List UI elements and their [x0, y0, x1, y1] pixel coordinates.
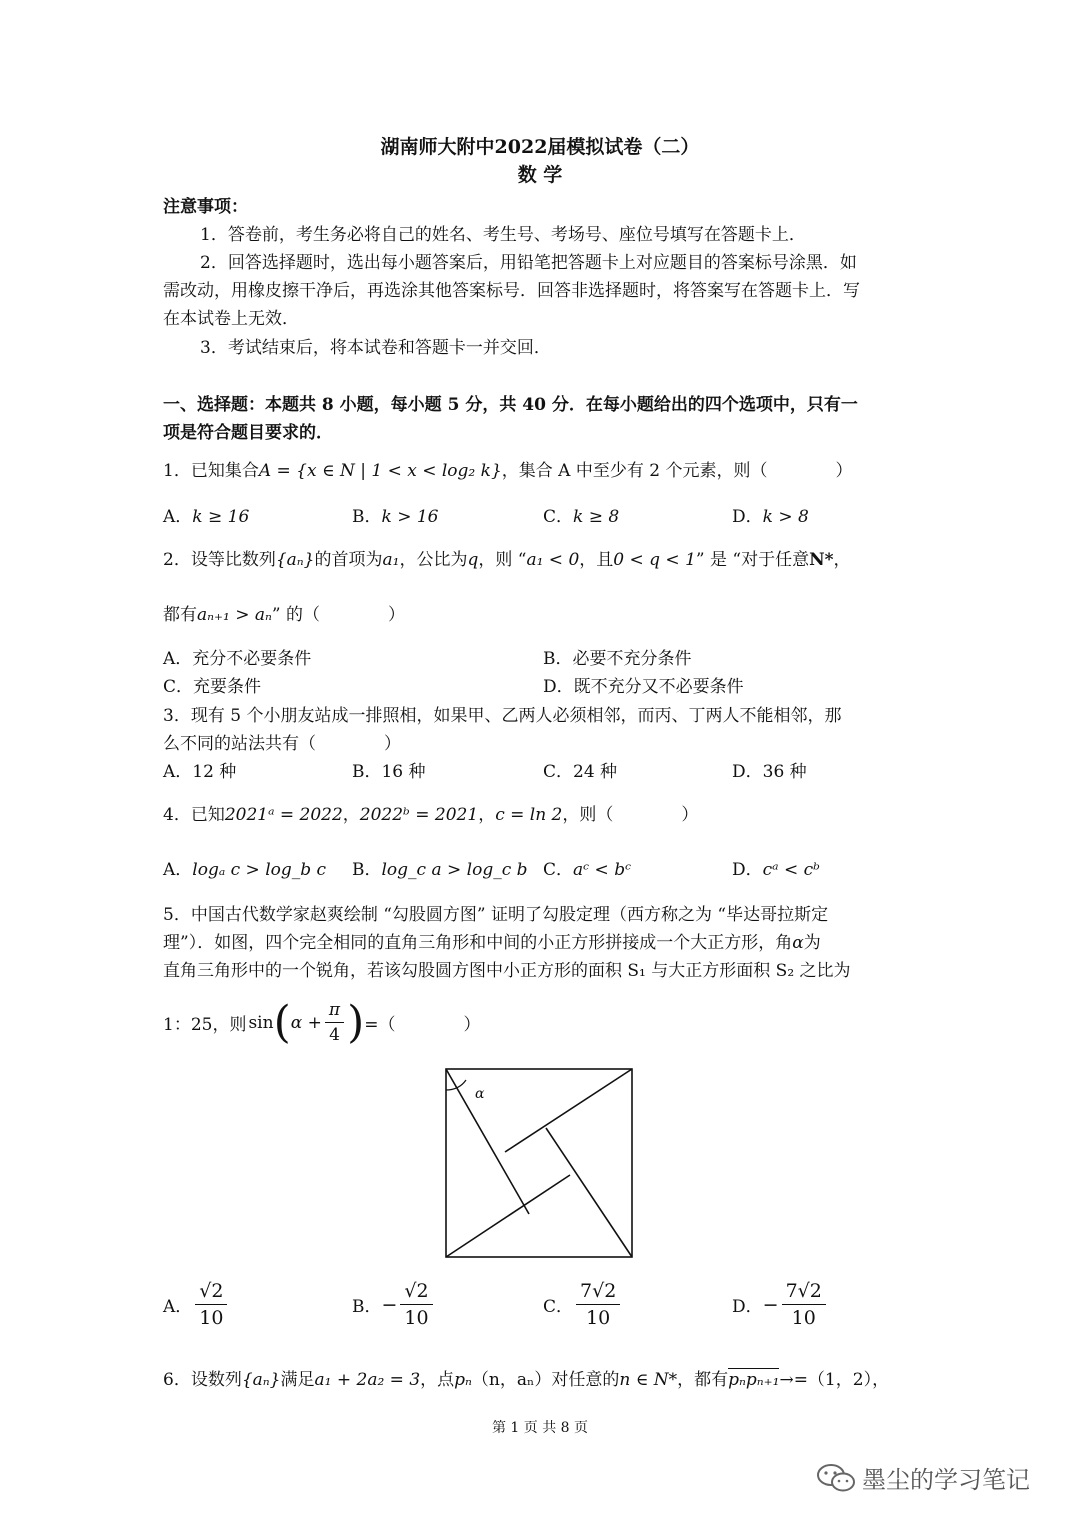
- question-5-line2: 理”）．如图，四个完全相同的直角三角形和中间的小正方形拼接成一个大正方形，角α为: [163, 933, 821, 953]
- section1-line1: 一、选择题：本题共 8 小题，每小题 5 分，共 40 分．在每小题给出的四个选项中，只有一: [163, 395, 858, 415]
- pythagorean-square-figure: [445, 1068, 633, 1258]
- q2-option-a: A．充分不必要条件: [163, 649, 312, 669]
- triangle-edge-3: [546, 1128, 632, 1257]
- q1-option-c: C．k ≥ 8: [543, 507, 620, 527]
- q3-option-d: D．36 种: [732, 762, 807, 782]
- question-5-line4: 1：25，则 sin ( α + $\frac{\pi}{4}$ ) =（ ）: [163, 996, 481, 1048]
- q2-option-d: D．既不充分又不必要条件: [543, 677, 744, 697]
- outer-square: [446, 1069, 632, 1257]
- angle-alpha-label: α: [475, 1086, 485, 1102]
- triangle-edge-2: [505, 1069, 632, 1152]
- question-6: 6．设数列{aₙ}满足a₁ + 2a₂ = 3，点pₙ（n，aₙ）对任意的n ∈ N*，都有pₙpₙ₊₁→=（1，2），: [163, 1370, 890, 1390]
- triangle-edge-4: [446, 1175, 570, 1257]
- notice-item-1: 1．答卷前，考生务必将自己的姓名、考生号、考场号、座位号填写在答题卡上．: [200, 225, 806, 245]
- q1-prefix: 1．已知集合: [163, 461, 259, 481]
- question-1: [163, 456, 852, 481]
- q5-option-a: A． $\frac{√2}{10}$: [163, 1280, 230, 1329]
- q1-suffix: ，集合 A 中至少有 2 个元素，则（ ）: [501, 461, 853, 481]
- vector-pn-pn1: pₙpₙ₊₁: [728, 1370, 780, 1390]
- question-3-line2: 么不同的站法共有（ ）: [163, 734, 401, 754]
- q1-option-d: D．k > 8: [732, 507, 809, 527]
- notice-item-2-line3: 在本试卷上无效．: [163, 309, 299, 329]
- wechat-icon: [816, 1462, 856, 1494]
- question-5-line1: 5．中国古代数学家赵爽绘制 “勾股圆方图” 证明了勾股定理（西方称之为 “毕达哥拉斯定: [163, 905, 829, 925]
- page-footer: 第 1 页 共 8 页: [491, 1420, 589, 1436]
- notice-item-3: 3．考试结束后，将本试卷和答题卡一并交回．: [200, 338, 551, 358]
- notice-heading: 注意事项：: [163, 197, 248, 217]
- question-2-line2: 都有aₙ₊₁ > aₙ” 的（ ）: [163, 605, 405, 625]
- q4-option-b: B．log_c a > log_c b: [352, 860, 528, 880]
- notice-item-2-line1: 2．回答选择题时，选出每小题答案后，用铅笔把答题卡上对应题目的答案标号涂黑．如: [200, 253, 857, 273]
- q3-option-a: A．12 种: [163, 762, 237, 782]
- question-5-line3: 直角三角形中的一个锐角，若该勾股圆方图中小正方形的面积 S₁ 与大正方形面积 S₂ 之比为: [163, 961, 851, 981]
- question-4: 4．已知2021ᵃ = 2022，2022ᵇ = 2021，c = ln 2，则（ ）: [163, 805, 699, 825]
- section1-line2: 项是符合题目要求的．: [163, 423, 333, 443]
- notice-item-2-line2: 需改动，用橡皮擦干净后，再选涂其他答案标号．回答非选择题时，将答案写在答题卡上．写: [163, 281, 860, 301]
- q2-option-b: B．必要不充分条件: [543, 649, 692, 669]
- q3-option-c: C．24 种: [543, 762, 618, 782]
- triangle-edge-1: [446, 1069, 529, 1214]
- q4-option-d: D．cᵃ < cᵇ: [732, 860, 820, 880]
- watermark: [816, 1460, 1030, 1495]
- q3-option-b: B．16 种: [352, 762, 426, 782]
- question-3-line1: 3．现有 5 个小朋友站成一排照相，如果甲、乙两人必须相邻，而丙、丁两人不能相邻，那: [163, 706, 842, 726]
- exam-title: 湖南师大附中2022届模拟试卷（二）: [380, 136, 700, 158]
- question-2-line1: 2．设等比数列{aₙ}的首项为a₁，公比为q，则 “a₁ < 0，且0 < q < 1” 是 “对于任意N*，: [163, 550, 851, 570]
- q1-set: A = {x ∈ N | 1 < x < log₂ k}: [258, 461, 502, 481]
- q5-option-b: B． − $\frac{√2}{10}$: [352, 1280, 436, 1329]
- q1-option-b: B．k > 16: [352, 507, 439, 527]
- q5-option-c: C． $\frac{7√2}{10}$: [543, 1280, 623, 1329]
- watermark-text: 墨尘的学习笔记: [862, 1466, 1030, 1494]
- exam-subject: 数 学: [517, 164, 563, 186]
- q4-option-c: C．aᶜ < bᶜ: [543, 860, 632, 880]
- q1-option-a: A．k ≥ 16: [163, 507, 250, 527]
- q2-option-c: C．充要条件: [163, 677, 262, 697]
- q4-option-a: A．logₐ c > log_b c: [163, 860, 327, 880]
- q5-option-d: D． − $\frac{7√2}{10}$: [732, 1280, 829, 1329]
